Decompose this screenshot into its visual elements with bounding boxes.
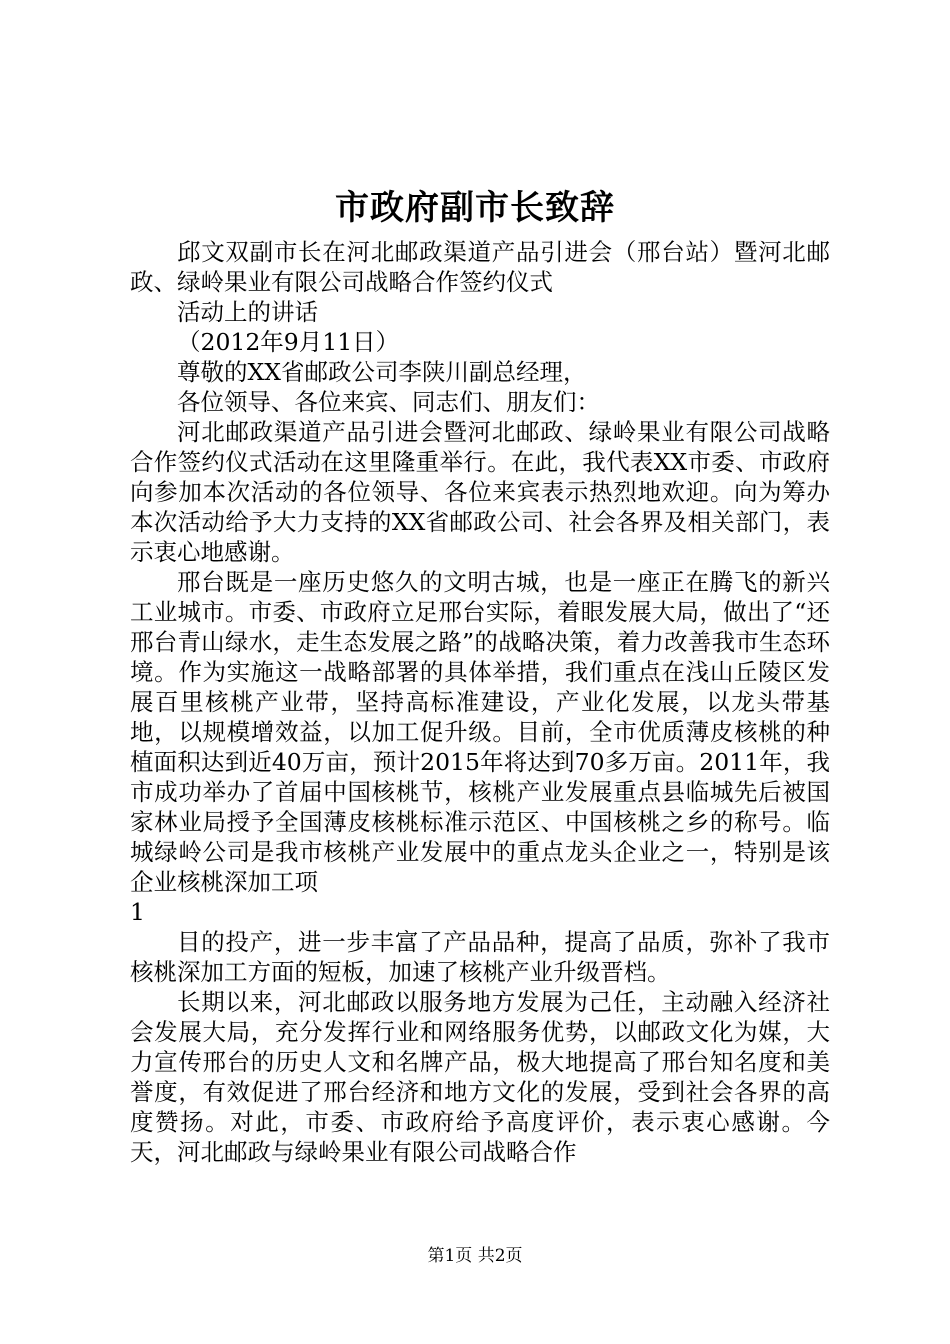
inline-page-number: 1 [130,898,145,926]
speech-date: （2012年9月11日） [177,328,400,356]
greeting-line: 各位领导、各位来宾、同志们、朋友们： [177,388,600,416]
page-footer: 第1页 共2页 [427,1246,523,1266]
document-title: 市政府副市长致辞 [335,188,615,228]
body-paragraph: 长期以来，河北邮政以服务地方发展为己任，主动融入经济社会发展大局，充分发挥行业和网络服务优势，以邮政文化为媒，大力宣传邢台的历史人文和名牌产品，极大地提高了邢台知名度和美誉度，有效促进了邢台经济和地方文化的发展，受到社会各界的高度赞扬。对此，市委、市政府给予高度评价，表示衷心感谢。今天，河北邮政与绿岭果业有限公司战略合作 [130,988,830,1166]
speech-subheading: 活动上的讲话 [177,298,318,326]
speech-heading: 邱文双副市长在河北邮政渠道产品引进会（邢台站）暨河北邮政、绿岭果业有限公司战略合作签约仪式 [130,238,830,296]
body-paragraph: 河北邮政渠道产品引进会暨河北邮政、绿岭果业有限公司战略合作签约仪式活动在这里隆重举行。在此，我代表XX市委、市政府向参加本次活动的各位领导、各位来宾表示热烈地欢迎。向为筹办本次活动给予大力支持的XX省邮政公司、社会各界及相关部门，表示衷心地感谢。 [130,418,830,566]
body-paragraph: 目的投产，进一步丰富了产品品种，提高了品质，弥补了我市核桃深加工方面的短板，加速了核桃产业升级晋档。 [130,928,830,986]
body-paragraph: 邢台既是一座历史悠久的文明古城，也是一座正在腾飞的新兴工业城市。市委、市政府立足邢台实际，着眼发展大局，做出了“还邢台青山绿水，走生态发展之路”的战略决策，着力改善我市生态环境。作为实施这一战略部署的具体举措，我们重点在浅山丘陵区发展百里核桃产业带，坚持高标准建设，产业化发展，以龙头带基地，以规模增效益，以加工促升级。目前，全市优质薄皮核桃的种植面积达到近40万亩，预计2015年将达到70多万亩。2011年，我市成功举办了首届中国核桃节，核桃产业发展重点县临城先后被国家林业局授予全国薄皮核桃标准示范区、中国核桃之乡的称号。临城绿岭公司是我市核桃产业发展中的重点龙头企业之一，特别是该企业核桃深加工项 [130,568,830,896]
salutation-line: 尊敬的XX省邮政公司李陕川副总经理， [177,358,587,386]
document-body [130,237,830,1167]
